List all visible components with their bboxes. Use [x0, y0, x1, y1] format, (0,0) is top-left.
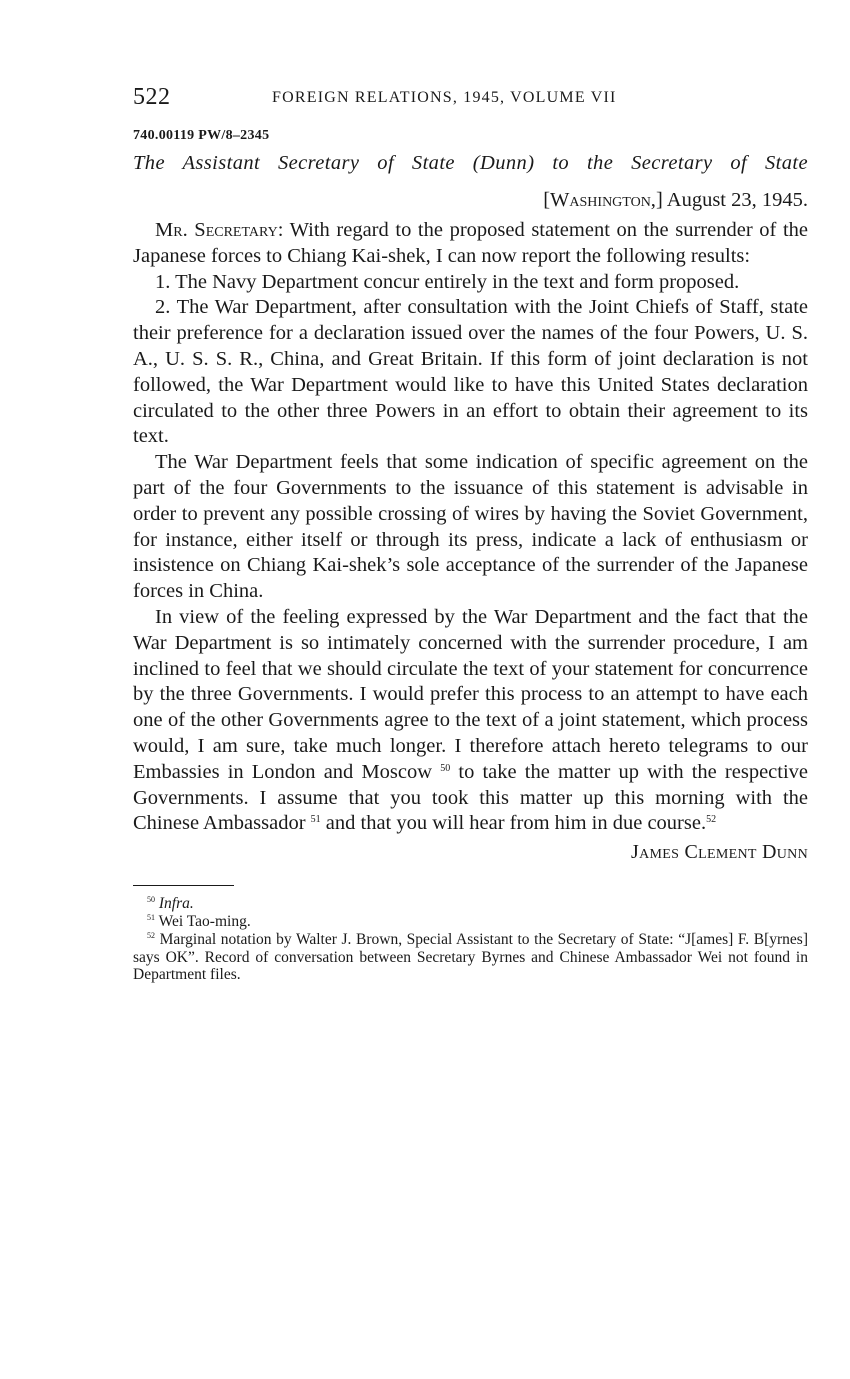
document-title: The Assistant Secretary of State (Dunn) to the Secretary of State — [133, 152, 808, 174]
footnote-number: 51 — [147, 912, 155, 922]
footnote-divider — [133, 885, 234, 886]
running-title: FOREIGN RELATIONS, 1945, VOLUME VII — [272, 89, 617, 106]
salutation: Mr. Secretary — [155, 219, 278, 241]
footnote-52 — [133, 931, 808, 984]
closing-text-3: and that you will hear from him in due course. — [320, 812, 707, 835]
footnote-51 — [133, 913, 808, 931]
dateline-date: August 23, 1945. — [666, 189, 808, 211]
paragraph-opening — [133, 218, 808, 270]
footnote-number: 52 — [147, 930, 155, 940]
paragraph-item-2: 2. The War Department, after consultation with the Joint Chiefs of Staff, state their preference for a declaration issued over the names of the four Powers, U. S. A., U. S. S. R., China, and Great Britain. If this form of joint declaration is not followed, the War Department would like to have this United States declaration circulated to the other three Powers in an effort to obtain their agreement to its text. — [133, 296, 808, 448]
paragraph-war-department: The War Department feels that some indication of specific agreement on the part of the four Governments to the issuance of this statement is advisable in order to prevent any possible crossing of wires by having the Soviet Government, for instance, either itself or through its press, indicate a lack of enthusiasm or insistence on Chiang Kai-shek’s sole acceptance of the surrender of the Japanese forces in China. — [133, 451, 808, 603]
footnote-text: Infra. — [158, 895, 194, 913]
footnotes — [133, 895, 808, 984]
paragraph-closing — [133, 605, 808, 837]
footnote-ref-50: 50 — [440, 762, 451, 774]
footnote-text: Wei Tao-ming. — [158, 912, 251, 930]
footnote-ref-51: 51 — [310, 814, 321, 826]
footnote-ref-52: 52 — [706, 814, 717, 826]
running-head — [133, 82, 808, 114]
closing-text-2: to take the matter up with the respective Governments. I assume that you took this matter up this morning with the Chinese Ambassador — [133, 760, 809, 835]
page-number: 522 — [133, 84, 171, 110]
footnote-50 — [133, 895, 808, 913]
dateline-place: Washington, — [550, 189, 656, 211]
paragraph-opening-text: : With regard to the proposed statement on the surrender of the Japanese forces to Chiang Kai-shek, I can now report the following results: — [133, 219, 808, 267]
paragraph-item-1: 1. The Navy Department concur entirely in the text and form proposed. — [155, 270, 740, 293]
footnote-number: 50 — [147, 895, 155, 905]
signature: James Clement Dunn — [631, 841, 808, 864]
page-content — [133, 82, 808, 984]
footnote-text: Marginal notation by Walter J. Brown, Special Assistant to the Secretary of State: “J[ames] F. B[yrnes] says OK”. Record of conversation between Secretary Byrnes and Chinese Ambassador Wei not found in Department files. — [133, 930, 808, 984]
closing-text-1: In view of the feeling expressed by the War Department and the fact that the War Department is so intimately concerned with the surrender procedure, I am inclined to feel that we should circulate the text of your statement for concurrence by the three Governments. I would prefer this process to an attempt to have each one of the other Governments agree to the text of a joint statement, which process would, I am sure, take much longer. I therefore attach hereto telegrams to our Embassies in London and Moscow — [133, 605, 808, 783]
dateline: [Washington,] August 23, 1945. — [543, 189, 808, 211]
file-reference: 740.00119 PW/8–2345 — [133, 128, 270, 143]
letter-body — [133, 218, 808, 837]
